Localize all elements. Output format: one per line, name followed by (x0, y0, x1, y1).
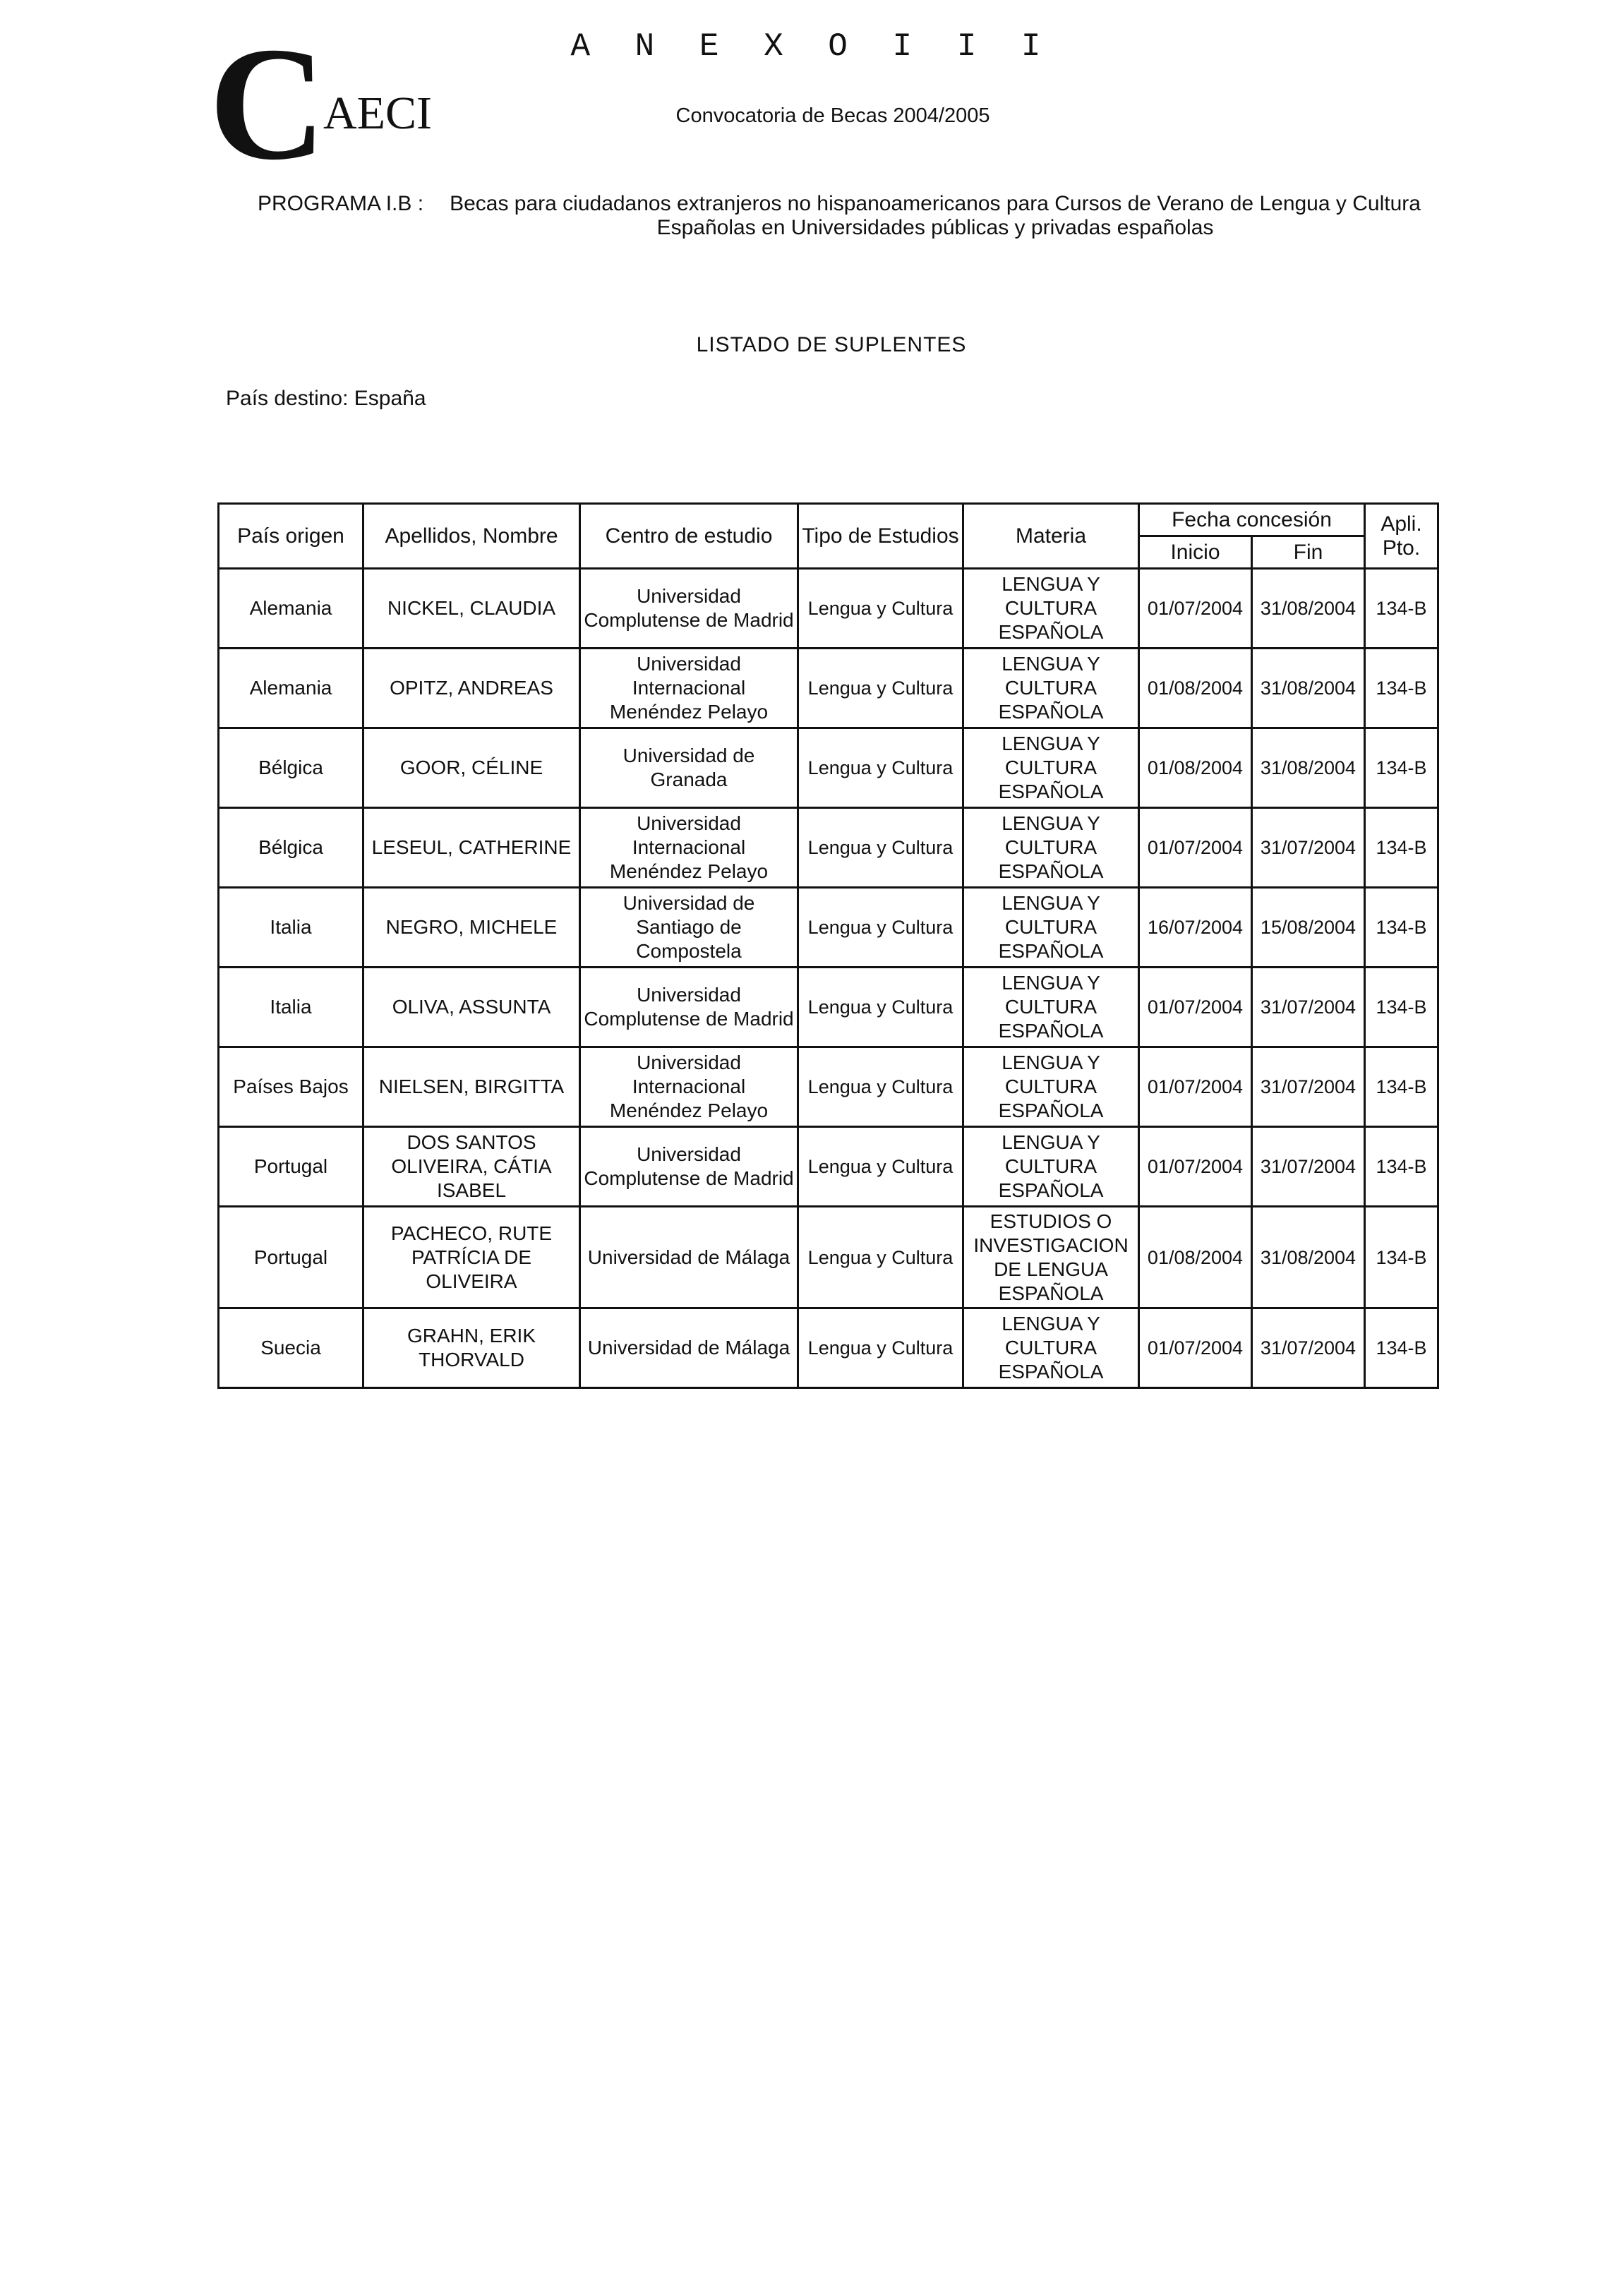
table-row (219, 1308, 1438, 1388)
cell-apellidos-nombre: DOS SANTOS OLIVEIRA, CÁTIA ISABEL (363, 1127, 580, 1207)
programa-description: Becas para ciudadanos extranjeros no hispanoamericanos para Cursos de Verano de Lengua y Cultura Españolas en Universidades públicas y privadas españolas (450, 192, 1421, 239)
cell-fecha-inicio: 01/07/2004 (1139, 1047, 1252, 1127)
cell-apli-pto: 134-B (1365, 1207, 1438, 1308)
cell-centro-estudio: Universidad Internacional Menéndez Pelayo (580, 649, 798, 728)
cell-fecha-inicio: 01/08/2004 (1139, 649, 1252, 728)
header-fin: Fin (1252, 536, 1365, 569)
cell-apli-pto: 134-B (1365, 569, 1438, 649)
cell-centro-estudio: Universidad Internacional Menéndez Pelayo (580, 808, 798, 888)
cell-fecha-inicio: 01/07/2004 (1139, 808, 1252, 888)
cell-fecha-fin: 31/07/2004 (1252, 1127, 1365, 1207)
cell-fecha-fin: 31/08/2004 (1252, 649, 1365, 728)
cell-apli-pto: 134-B (1365, 649, 1438, 728)
table-body (219, 569, 1438, 1388)
cell-pais-origen: Portugal (219, 1207, 363, 1308)
aeci-logo-mark: C (209, 13, 327, 193)
cell-fecha-inicio: 01/07/2004 (1139, 968, 1252, 1047)
cell-apli-pto: 134-B (1365, 1047, 1438, 1127)
cell-materia: LENGUA Y CULTURA ESPAÑOLA (963, 649, 1139, 728)
table-row (219, 1047, 1438, 1127)
cell-fecha-inicio: 01/07/2004 (1139, 569, 1252, 649)
cell-centro-estudio: Universidad de Santiago de Compostela (580, 888, 798, 968)
cell-centro-estudio: Universidad Complutense de Madrid (580, 1127, 798, 1207)
programa-label: PROGRAMA I.B : (258, 192, 424, 215)
cell-tipo-estudios: Lengua y Cultura (798, 888, 963, 968)
cell-pais-origen: Italia (219, 968, 363, 1047)
cell-materia: LENGUA Y CULTURA ESPAÑOLA (963, 1047, 1139, 1127)
cell-apli-pto: 134-B (1365, 968, 1438, 1047)
suplentes-table (217, 502, 1439, 1389)
cell-fecha-fin: 31/07/2004 (1252, 1047, 1365, 1127)
table-row (219, 728, 1438, 808)
cell-tipo-estudios: Lengua y Cultura (798, 808, 963, 888)
cell-apellidos-nombre: NIELSEN, BIRGITTA (363, 1047, 580, 1127)
cell-apli-pto: 134-B (1365, 888, 1438, 968)
table-row (219, 649, 1438, 728)
cell-apellidos-nombre: OLIVA, ASSUNTA (363, 968, 580, 1047)
cell-centro-estudio: Universidad de Málaga (580, 1207, 798, 1308)
cell-tipo-estudios: Lengua y Cultura (798, 649, 963, 728)
cell-materia: LENGUA Y CULTURA ESPAÑOLA (963, 1127, 1139, 1207)
cell-fecha-fin: 31/07/2004 (1252, 1308, 1365, 1388)
cell-tipo-estudios: Lengua y Cultura (798, 1308, 963, 1388)
header-apli-pto: Apli. Pto. (1365, 504, 1438, 569)
table-row (219, 888, 1438, 968)
cell-tipo-estudios: Lengua y Cultura (798, 569, 963, 649)
cell-fecha-fin: 31/07/2004 (1252, 808, 1365, 888)
cell-apli-pto: 134-B (1365, 808, 1438, 888)
cell-centro-estudio: Universidad Complutense de Madrid (580, 968, 798, 1047)
cell-pais-origen: Alemania (219, 649, 363, 728)
cell-centro-estudio: Universidad de Granada (580, 728, 798, 808)
cell-apellidos-nombre: NEGRO, MICHELE (363, 888, 580, 968)
header-tipo-estudios: Tipo de Estudios (798, 504, 963, 569)
aeci-logo-text: AECI (323, 88, 432, 139)
table-row (219, 808, 1438, 888)
table-row (219, 1127, 1438, 1207)
pais-destino: País destino: España (226, 387, 426, 410)
cell-fecha-inicio: 01/07/2004 (1139, 1308, 1252, 1388)
header-materia: Materia (963, 504, 1139, 569)
cell-materia: ESTUDIOS O INVESTIGACION DE LENGUA ESPAÑOLA (963, 1207, 1139, 1308)
header-apellidos-nombre: Apellidos, Nombre (363, 504, 580, 569)
cell-apli-pto: 134-B (1365, 728, 1438, 808)
cell-tipo-estudios: Lengua y Cultura (798, 968, 963, 1047)
cell-materia: LENGUA Y CULTURA ESPAÑOLA (963, 569, 1139, 649)
cell-fecha-fin: 15/08/2004 (1252, 888, 1365, 968)
cell-fecha-inicio: 01/07/2004 (1139, 1127, 1252, 1207)
cell-pais-origen: Italia (219, 888, 363, 968)
cell-apellidos-nombre: GRAHN, ERIK THORVALD (363, 1308, 580, 1388)
cell-fecha-fin: 31/08/2004 (1252, 1207, 1365, 1308)
cell-centro-estudio: Universidad Complutense de Madrid (580, 569, 798, 649)
cell-pais-origen: Bélgica (219, 808, 363, 888)
cell-fecha-inicio: 01/08/2004 (1139, 1207, 1252, 1308)
cell-pais-origen: Países Bajos (219, 1047, 363, 1127)
cell-apellidos-nombre: NICKEL, CLAUDIA (363, 569, 580, 649)
cell-apli-pto: 134-B (1365, 1127, 1438, 1207)
annex-title: A N E X O I I I (570, 28, 1054, 65)
cell-apli-pto: 134-B (1365, 1308, 1438, 1388)
cell-centro-estudio: Universidad Internacional Menéndez Pelayo (580, 1047, 798, 1127)
convocatoria-title: Convocatoria de Becas 2004/2005 (675, 104, 990, 127)
header-fecha-concesion: Fecha concesión (1139, 504, 1365, 536)
cell-fecha-inicio: 01/08/2004 (1139, 728, 1252, 808)
cell-fecha-fin: 31/08/2004 (1252, 569, 1365, 649)
cell-materia: LENGUA Y CULTURA ESPAÑOLA (963, 728, 1139, 808)
table-row (219, 1207, 1438, 1308)
table-row (219, 968, 1438, 1047)
cell-tipo-estudios: Lengua y Cultura (798, 1127, 963, 1207)
listado-heading: LISTADO DE SUPLENTES (696, 333, 967, 356)
cell-materia: LENGUA Y CULTURA ESPAÑOLA (963, 1308, 1139, 1388)
cell-apellidos-nombre: OPITZ, ANDREAS (363, 649, 580, 728)
cell-tipo-estudios: Lengua y Cultura (798, 728, 963, 808)
cell-materia: LENGUA Y CULTURA ESPAÑOLA (963, 968, 1139, 1047)
cell-fecha-fin: 31/08/2004 (1252, 728, 1365, 808)
cell-pais-origen: Bélgica (219, 728, 363, 808)
cell-tipo-estudios: Lengua y Cultura (798, 1047, 963, 1127)
cell-pais-origen: Alemania (219, 569, 363, 649)
cell-pais-origen: Suecia (219, 1308, 363, 1388)
header-pais-origen: País origen (219, 504, 363, 569)
cell-fecha-inicio: 16/07/2004 (1139, 888, 1252, 968)
cell-apellidos-nombre: PACHECO, RUTE PATRÍCIA DE OLIVEIRA (363, 1207, 580, 1308)
cell-apellidos-nombre: LESEUL, CATHERINE (363, 808, 580, 888)
cell-apellidos-nombre: GOOR, CÉLINE (363, 728, 580, 808)
cell-centro-estudio: Universidad de Málaga (580, 1308, 798, 1388)
cell-materia: LENGUA Y CULTURA ESPAÑOLA (963, 888, 1139, 968)
table-row (219, 569, 1438, 649)
header-inicio: Inicio (1139, 536, 1252, 569)
header-centro-estudio: Centro de estudio (580, 504, 798, 569)
cell-fecha-fin: 31/07/2004 (1252, 968, 1365, 1047)
cell-pais-origen: Portugal (219, 1127, 363, 1207)
cell-materia: LENGUA Y CULTURA ESPAÑOLA (963, 808, 1139, 888)
cell-tipo-estudios: Lengua y Cultura (798, 1207, 963, 1308)
